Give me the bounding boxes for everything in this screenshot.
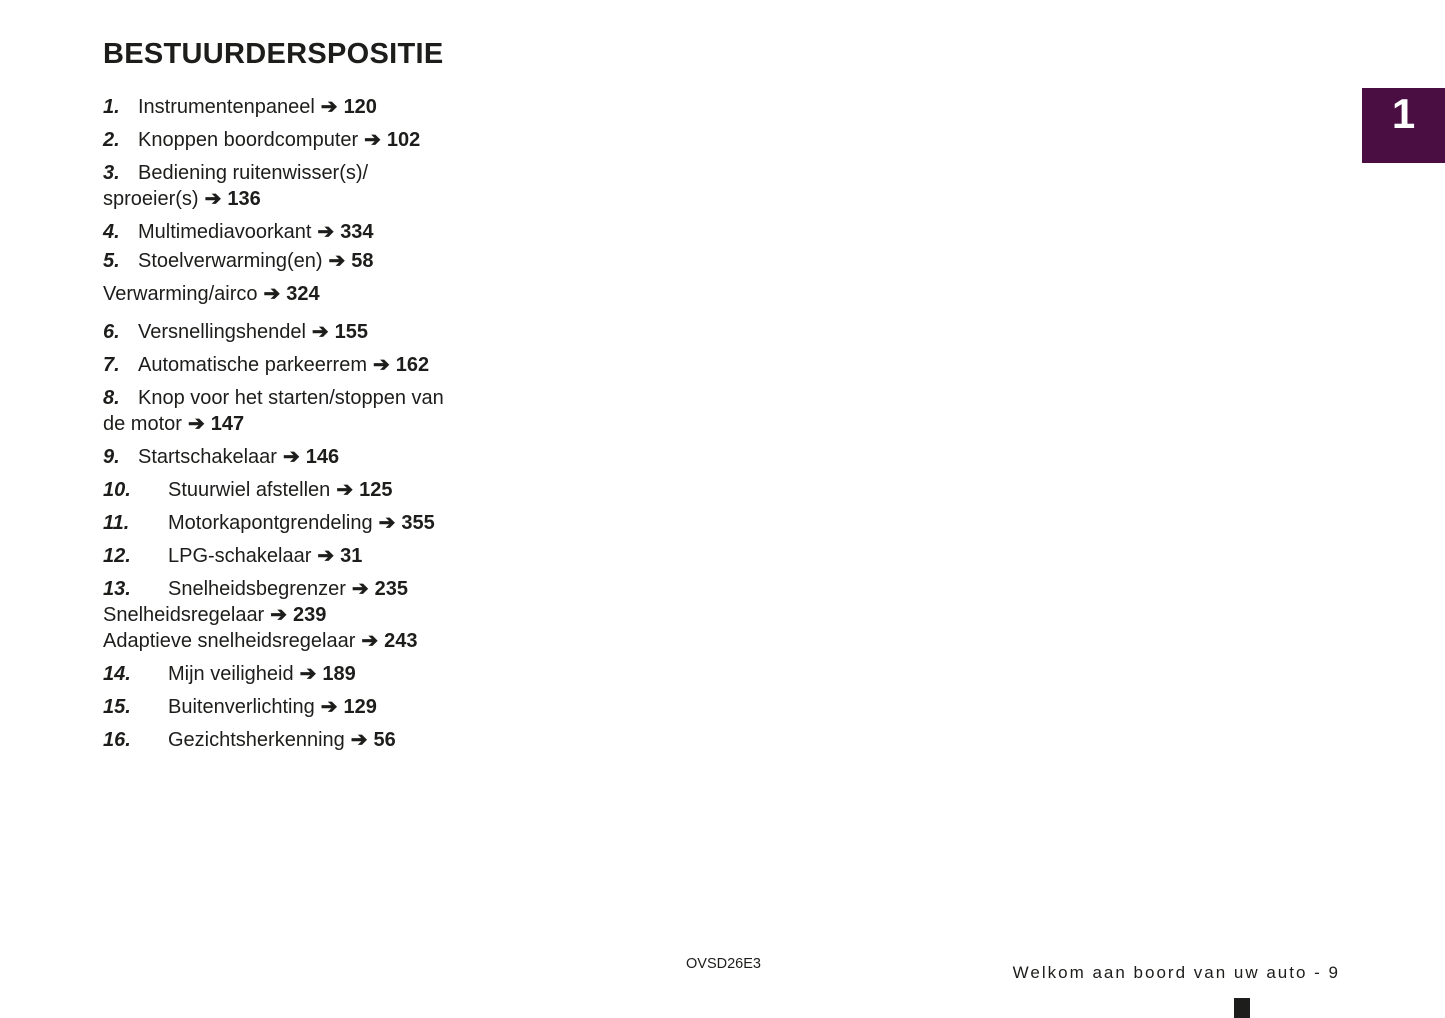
figure-code: OVSD26E3 bbox=[686, 956, 761, 972]
page-arrow-icon: ➔ bbox=[378, 512, 396, 534]
page-arrow-icon: ➔ bbox=[320, 96, 338, 118]
list-item bbox=[103, 319, 503, 345]
page-arrow-icon: ➔ bbox=[317, 221, 335, 243]
page-reference: 31 bbox=[340, 545, 363, 567]
driver-position-index-list bbox=[103, 94, 503, 753]
item-number: 1. bbox=[103, 96, 120, 118]
page-reference: 120 bbox=[343, 96, 377, 118]
item-label: Knop voor het starten/stoppen van bbox=[138, 387, 444, 409]
item-label: Gezichtsherkenning bbox=[168, 729, 345, 751]
page-reference: 136 bbox=[227, 188, 261, 210]
item-label: Verwarming/airco bbox=[103, 283, 258, 305]
list-item-related-reference bbox=[103, 281, 503, 307]
list-item bbox=[103, 444, 503, 470]
page-reference: 355 bbox=[401, 512, 435, 534]
item-label: LPG-schakelaar bbox=[168, 545, 312, 567]
list-item bbox=[103, 576, 503, 602]
page-reference: 243 bbox=[384, 630, 418, 652]
page-reference: 102 bbox=[386, 129, 421, 151]
item-label: Versnellingshendel bbox=[138, 321, 306, 343]
list-item-continuation bbox=[103, 628, 503, 654]
list-item bbox=[103, 510, 503, 536]
page-reference: 125 bbox=[359, 479, 393, 501]
page-reference: 146 bbox=[305, 446, 340, 468]
item-label: Automatische parkeerrem bbox=[138, 354, 367, 376]
item-number: 16. bbox=[103, 729, 131, 751]
item-label: de motor bbox=[103, 413, 182, 435]
item-label: Snelheidsregelaar bbox=[103, 604, 265, 626]
footer-chapter-page: Welkom aan boord van uw auto - 9 bbox=[1012, 963, 1340, 982]
list-item bbox=[103, 160, 503, 186]
list-item-continuation bbox=[103, 411, 503, 437]
chapter-number: 1 bbox=[1391, 90, 1416, 137]
list-item bbox=[103, 352, 503, 378]
page-arrow-icon: ➔ bbox=[320, 696, 338, 718]
list-item bbox=[103, 543, 503, 569]
page-arrow-icon: ➔ bbox=[317, 545, 335, 567]
page-reference: 162 bbox=[395, 354, 430, 376]
page-arrow-icon: ➔ bbox=[311, 321, 329, 343]
page-reference: 147 bbox=[210, 413, 245, 435]
item-number: 4. bbox=[103, 221, 120, 243]
page-arrow-icon: ➔ bbox=[328, 250, 346, 272]
item-number: 2. bbox=[103, 129, 120, 151]
page-reference: 56 bbox=[373, 729, 396, 751]
item-number: 14. bbox=[103, 663, 131, 685]
page-title: BESTUURDERSPOSITIE bbox=[103, 38, 444, 70]
page-reference: 239 bbox=[293, 604, 327, 626]
item-label: Mijn veiligheid bbox=[168, 663, 294, 685]
item-label: Stuurwiel afstellen bbox=[168, 479, 331, 501]
item-number: 5. bbox=[103, 250, 120, 272]
item-number: 11. bbox=[103, 512, 130, 534]
page-arrow-icon: ➔ bbox=[204, 188, 222, 210]
list-item-continuation bbox=[103, 602, 503, 628]
item-label: Snelheidsbegrenzer bbox=[168, 578, 346, 600]
item-label: Instrumentenpaneel bbox=[138, 96, 315, 118]
chapter-tab bbox=[1362, 88, 1445, 163]
item-label: Multimediavoorkant bbox=[138, 221, 312, 243]
page-arrow-icon: ➔ bbox=[187, 413, 205, 435]
page-arrow-icon: ➔ bbox=[263, 283, 281, 305]
list-item bbox=[103, 248, 503, 274]
page-arrow-icon: ➔ bbox=[372, 354, 390, 376]
list-item-continuation bbox=[103, 186, 503, 212]
item-label: sproeier(s) bbox=[103, 188, 199, 210]
list-item bbox=[103, 477, 503, 503]
item-number: 9. bbox=[103, 446, 120, 468]
list-item bbox=[103, 385, 503, 411]
item-label: Startschakelaar bbox=[138, 446, 277, 468]
item-number: 13. bbox=[103, 578, 131, 600]
list-item bbox=[103, 219, 503, 245]
page-reference: 129 bbox=[343, 696, 377, 718]
item-number: 10. bbox=[103, 479, 131, 501]
page-arrow-icon: ➔ bbox=[350, 729, 368, 751]
list-item bbox=[103, 94, 503, 120]
list-item bbox=[103, 127, 503, 153]
item-label: Motorkapontgrendeling bbox=[168, 512, 373, 534]
page-arrow-icon: ➔ bbox=[336, 479, 354, 501]
item-number: 15. bbox=[103, 696, 131, 718]
item-label: Stoelverwarming(en) bbox=[138, 250, 323, 272]
page-reference: 334 bbox=[340, 221, 374, 243]
list-item bbox=[103, 661, 503, 687]
item-number: 6. bbox=[103, 321, 120, 343]
page-reference: 155 bbox=[334, 321, 369, 343]
list-item bbox=[103, 727, 503, 753]
item-label: Bediening ruitenwisser(s)/ bbox=[138, 162, 369, 184]
page-arrow-icon: ➔ bbox=[364, 129, 381, 151]
item-number: 7. bbox=[103, 354, 120, 376]
page-arrow-icon: ➔ bbox=[361, 630, 379, 652]
page-reference: 324 bbox=[286, 283, 320, 305]
page-arrow-icon: ➔ bbox=[270, 604, 287, 626]
item-label: Knoppen boordcomputer bbox=[138, 129, 359, 151]
page-arrow-icon: ➔ bbox=[299, 663, 317, 685]
page-reference: 235 bbox=[374, 578, 409, 600]
page-arrow-icon: ➔ bbox=[351, 578, 369, 600]
item-number: 8. bbox=[103, 387, 120, 409]
item-label: Buitenverlichting bbox=[168, 696, 315, 718]
list-item bbox=[103, 694, 503, 720]
item-label: Adaptieve snelheidsregelaar bbox=[103, 630, 356, 652]
page-arrow-icon: ➔ bbox=[282, 446, 300, 468]
item-number: 3. bbox=[103, 162, 120, 184]
print-registration-mark bbox=[1234, 998, 1250, 1018]
item-number: 12. bbox=[103, 545, 131, 567]
page-reference: 58 bbox=[351, 250, 374, 272]
page-reference: 189 bbox=[322, 663, 356, 685]
